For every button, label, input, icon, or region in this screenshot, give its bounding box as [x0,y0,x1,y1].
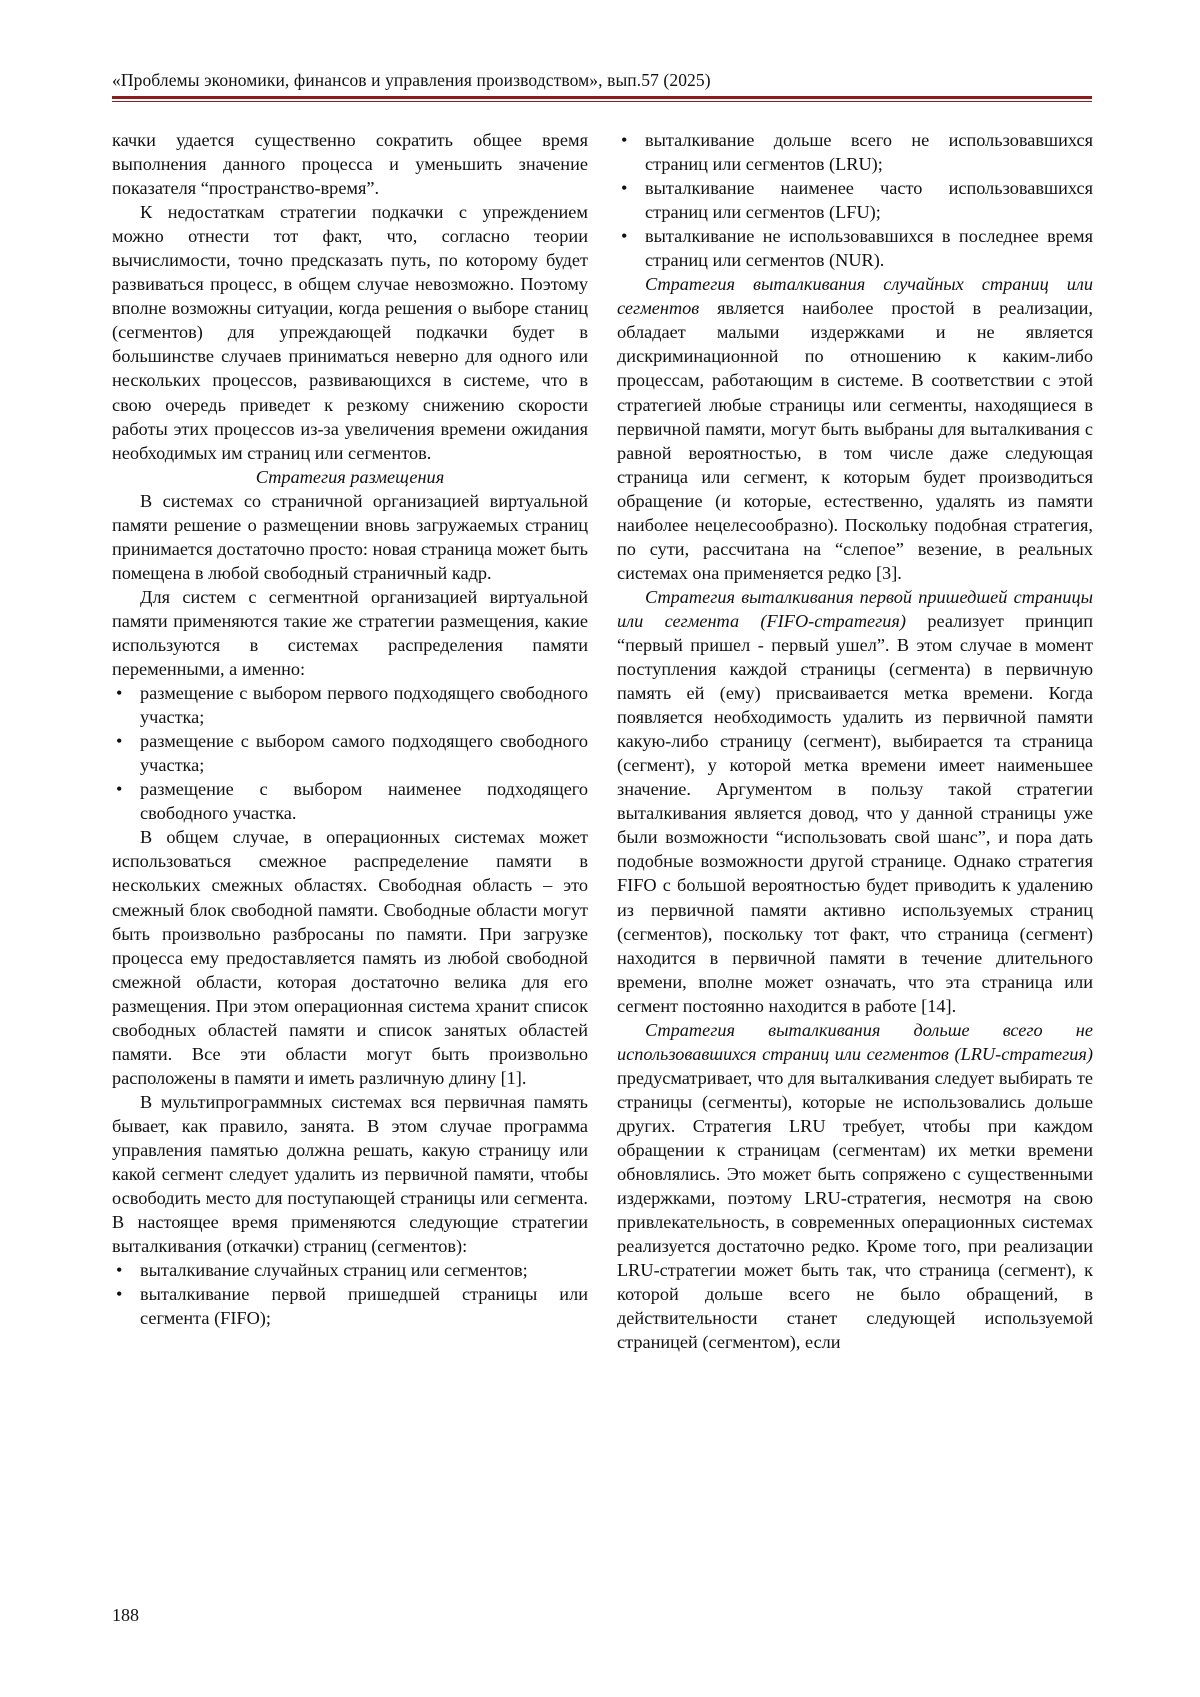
section-subheading: Стратегия размещения [255,466,445,487]
left-column [112,128,588,1330]
strategy-term: Стратегия выталкивания дольше всего не использовавшихся страниц или сегментов (LRU-стратегия) [617,1019,1093,1064]
header-rule-thin [112,101,1092,102]
strategy-term: Стратегия выталкивания первой пришедшей страницы или сегмента (FIFO-стратегия) [617,586,1093,631]
strategy-term: Стратегия выталкивания случайных страниц или сегментов [617,274,1093,319]
paragraph: В общем случае, в операционных системах может использоваться смежное распределение памяти в нескольких смежных областях. Свободная область – это смежный блок свободной памяти. Свободные области могут быть произвольно разбросаны по памяти. При загрузке процесса ему предоставляется память из любой свободной смежной области, которая достаточно велика для его размещения. При этом операционная система хранит список свободных областей памяти и список занятых областей памяти. Все эти области могут быть произвольно расположены в памяти и иметь различную длину [1]. [112,827,588,1088]
list-item: • выталкивание случайных страниц или сегментов; [112,1258,588,1282]
paragraph-lru-strategy: Стратегия выталкивания дольше всего не использовавшихся страниц или сегментов (LRU-стратегия) предусматривает, что для выталкивания следует выбирать те страницы (сегменты), которые не использовались дольше других. Стратегия LRU требует, чтобы при каждом обращении к страницам (сегментам) их метки времени обновлялись. Это может быть сопряжено с существенными издержками, поэтому LRU-стратегия, несмотря на свою привлекательность, в современных операционных системах реализуется достаточно редко. Кроме того, при реализации LRU-стратегии может быть так, что страница (сегмент), к которой дольше всего не было обращений, в действительности станет следующей используемой страницей (сегментом), если [617,1019,1093,1353]
bullet-icon: • [116,779,123,800]
bullet-icon: • [116,1260,123,1281]
list-item: • размещение с выбором первого подходящего свободного участка; [116,683,588,728]
journal-header: «Проблемы экономики, финансов и управления производством», вып.57 (2025) [112,70,711,90]
paragraph: В системах со страничной организацией виртуальной памяти решение о размещении вновь загружаемых страниц принимается достаточно просто: новая страница может быть помещена в любой свободный страничный кадр. [112,490,588,583]
bullet-icon: • [621,226,628,247]
list-item: • выталкивание не использовавшихся в последнее время страниц или сегментов (NUR). [621,226,1093,271]
paragraph: К недостаткам стратегии подкачки с упреждением можно отнести тот факт, что, согласно теории вычислимости, точно предсказать путь, по которому будет развиваться процесс, в общем случае невозможно. Поэтому вполне возможны ситуации, когда решения о выборе станиц (сегментов) для упреждающей подкачки будет в большинстве случаев приниматься неверно для одного или нескольких процессов, развивающихся в системе, что в свою очередь приведет к резкому снижению скорости работы этих процессов из-за увеличения времени ожидания необходимых им страниц или сегментов. [112,202,588,463]
bullet-icon: • [621,130,628,150]
bullet-icon: • [116,1284,123,1305]
list-item: • размещение с выбором самого подходящего свободного участка; [116,731,588,776]
right-column [617,128,1093,1354]
paragraph-fifo-strategy: Стратегия выталкивания первой пришедшей страницы или сегмента (FIFO-стратегия) реализует принцип “первый пришел - первый ушел”. В этом случае в момент поступления каждой страницы (сегмента) в первичную память ей (ему) присваивается метка времени. Когда появляется необходимость удалить из первичной памяти какую-либо страницу (сегмент), выбирается та страница (сегмент), у которой метка времени имеет наименьшее значение. Аргументом в пользу такой стратегии выталкивания является довод, что у данной страницы уже были возможности “использовать свой шанс”, и пора дать подобные возможности другой странице. Однако стратегия FIFO с большой вероятностью будет приводить к удалению из первичной памяти активно используемых страниц (сегментов), поскольку тот факт, что страница (сегмент) находится в первичной памяти в течение длительного времени, вполне может означать, что эта страница или сегмент постоянно находится в работе [14]. [617,586,1093,1016]
paragraph: В мультипрограммных системах вся первичная память бывает, как правило, занята. В этом случае программа управления памятью должна решать, какую страницу или какой сегмент следует удалить из первичной памяти, чтобы освободить место для поступающей страницы или сегмента. В настоящее время применяются следующие стратегии выталкивания (откачки) страниц (сегментов): [112,1091,588,1257]
bullet-icon: • [116,683,123,704]
bullet-icon: • [116,731,123,752]
header-rule-thick [112,96,1092,99]
paragraph: качки удается существенно сократить общее время выполнения данного процесса и уменьшить значение показателя “пространство-время”. [112,130,588,199]
list-item: • выталкивание наименее часто использовавшихся страниц или сегментов (LFU); [621,178,1093,223]
list-item: • размещение с выбором наименее подходящего свободного участка. [116,779,588,824]
placement-strategies-list [112,681,588,825]
paragraph: Для систем с сегментной организацией виртуальной памяти применяются такие же стратегии размещения, какие используются в системах распределения памяти переменными, а именно: [112,586,588,680]
paragraph-random-strategy: Стратегия выталкивания случайных страниц или сегментов является наиболее простой в реализации, обладает малыми издержками и не является дискриминационной по отношению к каким-либо процессам, работающим в системе. В соответствии с этой стратегией любые страницы или сегменты, находящиеся в первичной памяти, могут быть выбраны для выталкивания с равной вероятностью, в том числе даже следующая страница или сегмент, к которым будет производиться обращение (и которые, естественно, удалять из памяти наиболее нецелесообразно). Поскольку подобная стратегия, по сути, рассчитана на “слепое” везение, в реальных системах она применяется редко [3]. [617,274,1093,583]
bullet-icon: • [621,178,628,199]
replacement-strategies-list [112,1258,588,1330]
list-item: • выталкивание дольше всего не использовавшихся страниц или сегментов (LRU); [621,130,1093,175]
replacement-strategies-list-cont [617,128,1093,272]
page-number: 188 [112,1605,139,1625]
list-item: • выталкивание первой пришедшей страницы или сегмента (FIFO); [116,1284,588,1329]
